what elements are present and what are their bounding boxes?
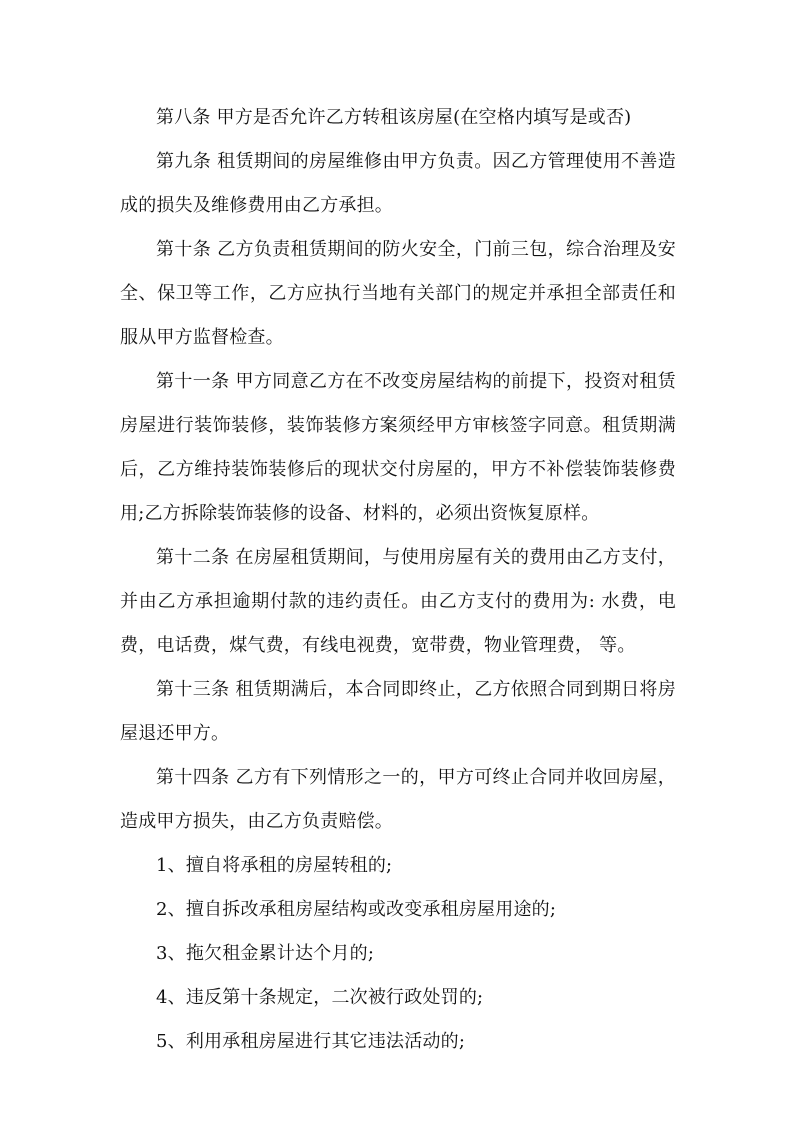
list-item: 3、拖欠租金累计达个月的; <box>156 943 375 964</box>
clause-11: 第十一条 甲方同意乙方在不改变房屋结构的前提下，投资对租赁房屋进行装饰装修，装饰装修方案须经甲方审核签字同意。租赁期满后，乙方维持装饰装修后的现状交付房屋的，甲方不补偿装饰装修费用;乙方拆除装饰装修的设备、材料的，必须出资恢复原样。 <box>120 371 676 524</box>
list-item: 2、擅自拆改承租房屋结构或改变承租房屋用途的; <box>156 899 557 920</box>
list-item: 1、擅自将承租的房屋转租的; <box>156 855 393 876</box>
document-body <box>120 96 676 1064</box>
clause-13: 第十三条 租赁期满后，本合同即终止，乙方依照合同到期日将房屋退还甲方。 <box>120 679 676 744</box>
list-item: 4、违反第十条规定，二次被行政处罚的; <box>156 987 484 1008</box>
list-item: 5、利用承租房屋进行其它违法活动的; <box>156 1031 466 1052</box>
clause-8: 第八条 甲方是否允许乙方转租该房屋(在空格内填写是或否) <box>156 107 632 128</box>
clause-14: 第十四条 乙方有下列情形之一的，甲方可终止合同并收回房屋，造成甲方损失，由乙方负责赔偿。 <box>120 767 676 832</box>
clause-10: 第十条 乙方负责租赁期间的防火安全，门前三包，综合治理及安全、保卫等工作，乙方应执行当地有关部门的规定并承担全部责任和服从甲方监督检查。 <box>120 239 676 348</box>
clause-12: 第十二条 在房屋租赁期间，与使用房屋有关的费用由乙方支付，并由乙方承担逾期付款的违约责任。由乙方支付的费用为: 水费，电费，电话费，煤气费，有线电视费，宽带费，物业管理费， 等。 <box>120 547 676 656</box>
clause-9: 第九条 租赁期间的房屋维修由甲方负责。因乙方管理使用不善造成的损失及维修费用由乙方承担。 <box>120 151 676 216</box>
